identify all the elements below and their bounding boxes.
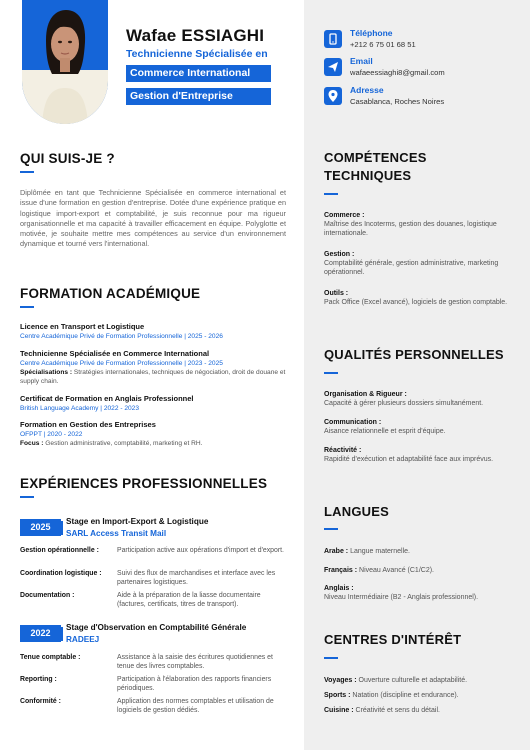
- interest-item: Cuisine : Créativité et sens du détail.: [324, 707, 440, 714]
- email-label: Email: [350, 56, 373, 66]
- phone-label: Téléphone: [350, 28, 393, 38]
- job-company: SARL Access Transit Mail: [66, 529, 167, 538]
- skill-value: Comptabilité générale, gestion administrative, marketing opérationnel.: [324, 260, 499, 277]
- quality-label: Organisation & Rigueur :: [324, 391, 407, 398]
- job-year-badge: 2022: [20, 625, 61, 642]
- language-label: Anglais :: [324, 585, 354, 592]
- address-label: Adresse: [350, 85, 384, 95]
- specialty-tag-commerce: Commerce International: [126, 65, 271, 82]
- job-title: Stage en Import-Export & Logistique: [66, 517, 209, 526]
- education-detail: Spécialisations : Stratégies internationales, techniques de négociation, droit de douane et supply chain.: [20, 369, 286, 385]
- education-school: British Language Academy | 2022 - 2023: [20, 405, 140, 412]
- year-divider: [61, 627, 63, 641]
- task-value: Suivi des flux de marchandises et interface avec les partenaires logistiques.: [117, 570, 276, 586]
- language-item: Arabe : Langue maternelle.: [324, 548, 411, 555]
- skill-value: Pack Office (Excel avancé), logiciels de gestion comptable.: [324, 299, 508, 306]
- education-item: [20, 349, 290, 386]
- education-item: [20, 394, 290, 413]
- qualities-title: QUALITÉS PERSONNELLES: [324, 347, 504, 362]
- education-school: Centre Académique Privé de Formation Professionnelle | 2023 - 2025: [20, 360, 223, 367]
- quality-item: [324, 418, 514, 436]
- year-divider: [61, 521, 63, 535]
- email-value[interactable]: wafaeessiaghi8@gmail.com: [350, 68, 445, 77]
- education-degree: Licence en Transport et Logistique: [20, 322, 145, 331]
- skill-label: Commerce :: [324, 212, 365, 219]
- skills-title-line2: TECHNIQUES: [324, 168, 412, 183]
- task-value: Application des normes comptables et utilisation de logiciels de gestion dédiés.: [117, 698, 274, 714]
- skill-item: [324, 211, 514, 239]
- skills-underline: [324, 193, 338, 195]
- quality-item: [324, 390, 514, 408]
- quality-value: Aisance relationnelle et esprit d'équipe.: [324, 428, 446, 435]
- task-value: Aide à la préparation de la liasse documentaire (factures, certificats, titres de transport).: [117, 592, 261, 608]
- interest-item: Voyages : Ouverture culturelle et adaptabilité.: [324, 677, 468, 684]
- education-title: FORMATION ACADÉMIQUE: [20, 286, 201, 301]
- address-value: Casablanca, Roches Noires: [350, 97, 445, 106]
- job-company: RADEEJ: [66, 635, 100, 644]
- task-label: Conformité :: [20, 698, 61, 705]
- task-value: Participation active aux opérations d'import et d'export.: [117, 547, 284, 554]
- job-year-badge: 2025: [20, 519, 61, 536]
- experience-title: EXPÉRIENCES PROFESSIONNELLES: [20, 476, 268, 491]
- skill-label: Outils :: [324, 290, 349, 297]
- send-icon: [324, 58, 342, 76]
- about-text: Diplômée en tant que Technicienne Spécialisée en commerce international et issue d'une formation en gestion d'entreprise. Dotée d'une expérience pratique en logistique import-export et comptabilité, je suis reconnue pour ma rigueur organisationnelle et ma capacité à travailler efficacement en équipe. Polyglotte et motivée, je souhaite mettre mes compétences au service d'un environnement dynamique et tourné vers l'international.: [20, 188, 286, 249]
- education-school: Centre Académique Privé de Formation Professionnelle | 2025 - 2026: [20, 333, 223, 340]
- specialty-tag-gestion: Gestion d'Entreprise: [126, 88, 271, 105]
- task-label: Tenue comptable :: [20, 654, 81, 661]
- phone-icon: [324, 30, 342, 48]
- experience-underline: [20, 496, 34, 498]
- task-label: Gestion opérationnelle :: [20, 547, 99, 554]
- task-value: Assistance à la saisie des écritures quotidiennes et tenue des livres comptables.: [117, 654, 273, 670]
- skill-label: Gestion :: [324, 251, 355, 258]
- education-item: [20, 420, 290, 448]
- skills-title-line1: COMPÉTENCES: [324, 150, 427, 165]
- education-item: [20, 322, 290, 341]
- about-title: QUI SUIS-JE ?: [20, 151, 115, 166]
- language-item: Français : Niveau Avancé (C1/C2).: [324, 567, 434, 574]
- language-item: [324, 584, 514, 602]
- quality-item: [324, 446, 514, 464]
- location-pin-icon: [324, 87, 342, 105]
- language-value: Niveau Intermédiaire (B2 - Anglais professionnel).: [324, 594, 479, 601]
- interests-underline: [324, 657, 338, 659]
- phone-value[interactable]: +212 6 75 01 68 51: [350, 40, 416, 49]
- education-underline: [20, 306, 34, 308]
- education-detail: Focus : Gestion administrative, comptabilité, marketing et RH.: [20, 440, 203, 447]
- skill-item: [324, 289, 514, 307]
- task-value: Participation à l'élaboration des rapports financiers périodiques.: [117, 676, 272, 692]
- languages-title: LANGUES: [324, 504, 389, 519]
- quality-value: Rapidité d'exécution et adaptabilité face aux imprévus.: [324, 456, 494, 463]
- education-degree: Technicienne Spécialisée en Commerce International: [20, 349, 210, 358]
- education-degree: Certificat de Formation en Anglais Professionnel: [20, 394, 194, 403]
- person-name: Wafae ESSIAGHI: [126, 26, 265, 45]
- interests-title: CENTRES D'INTÉRÊT: [324, 632, 462, 647]
- job-subtitle: Technicienne Spécialisée en: [126, 48, 268, 60]
- task-label: Documentation :: [20, 592, 75, 599]
- skill-item: [324, 250, 514, 278]
- job-title: Stage d'Observation en Comptabilité Générale: [66, 623, 247, 632]
- skill-value: Maîtrise des Incoterms, gestion des douanes, logistique internationale.: [324, 221, 497, 238]
- task-label: Reporting :: [20, 676, 57, 683]
- interest-item: Sports : Natation (discipline et endurance).: [324, 692, 459, 699]
- profile-photo: [22, 0, 108, 124]
- task-label: Coordination logistique :: [20, 570, 102, 577]
- languages-underline: [324, 528, 338, 530]
- education-school: OFPPT | 2020 - 2022: [20, 431, 83, 438]
- qualities-underline: [324, 372, 338, 374]
- education-degree: Formation en Gestion des Entreprises: [20, 420, 156, 429]
- quality-label: Communication :: [324, 419, 382, 426]
- quality-label: Réactivité :: [324, 447, 362, 454]
- quality-value: Capacité à gérer plusieurs dossiers simultanément.: [324, 400, 484, 407]
- about-underline: [20, 171, 34, 173]
